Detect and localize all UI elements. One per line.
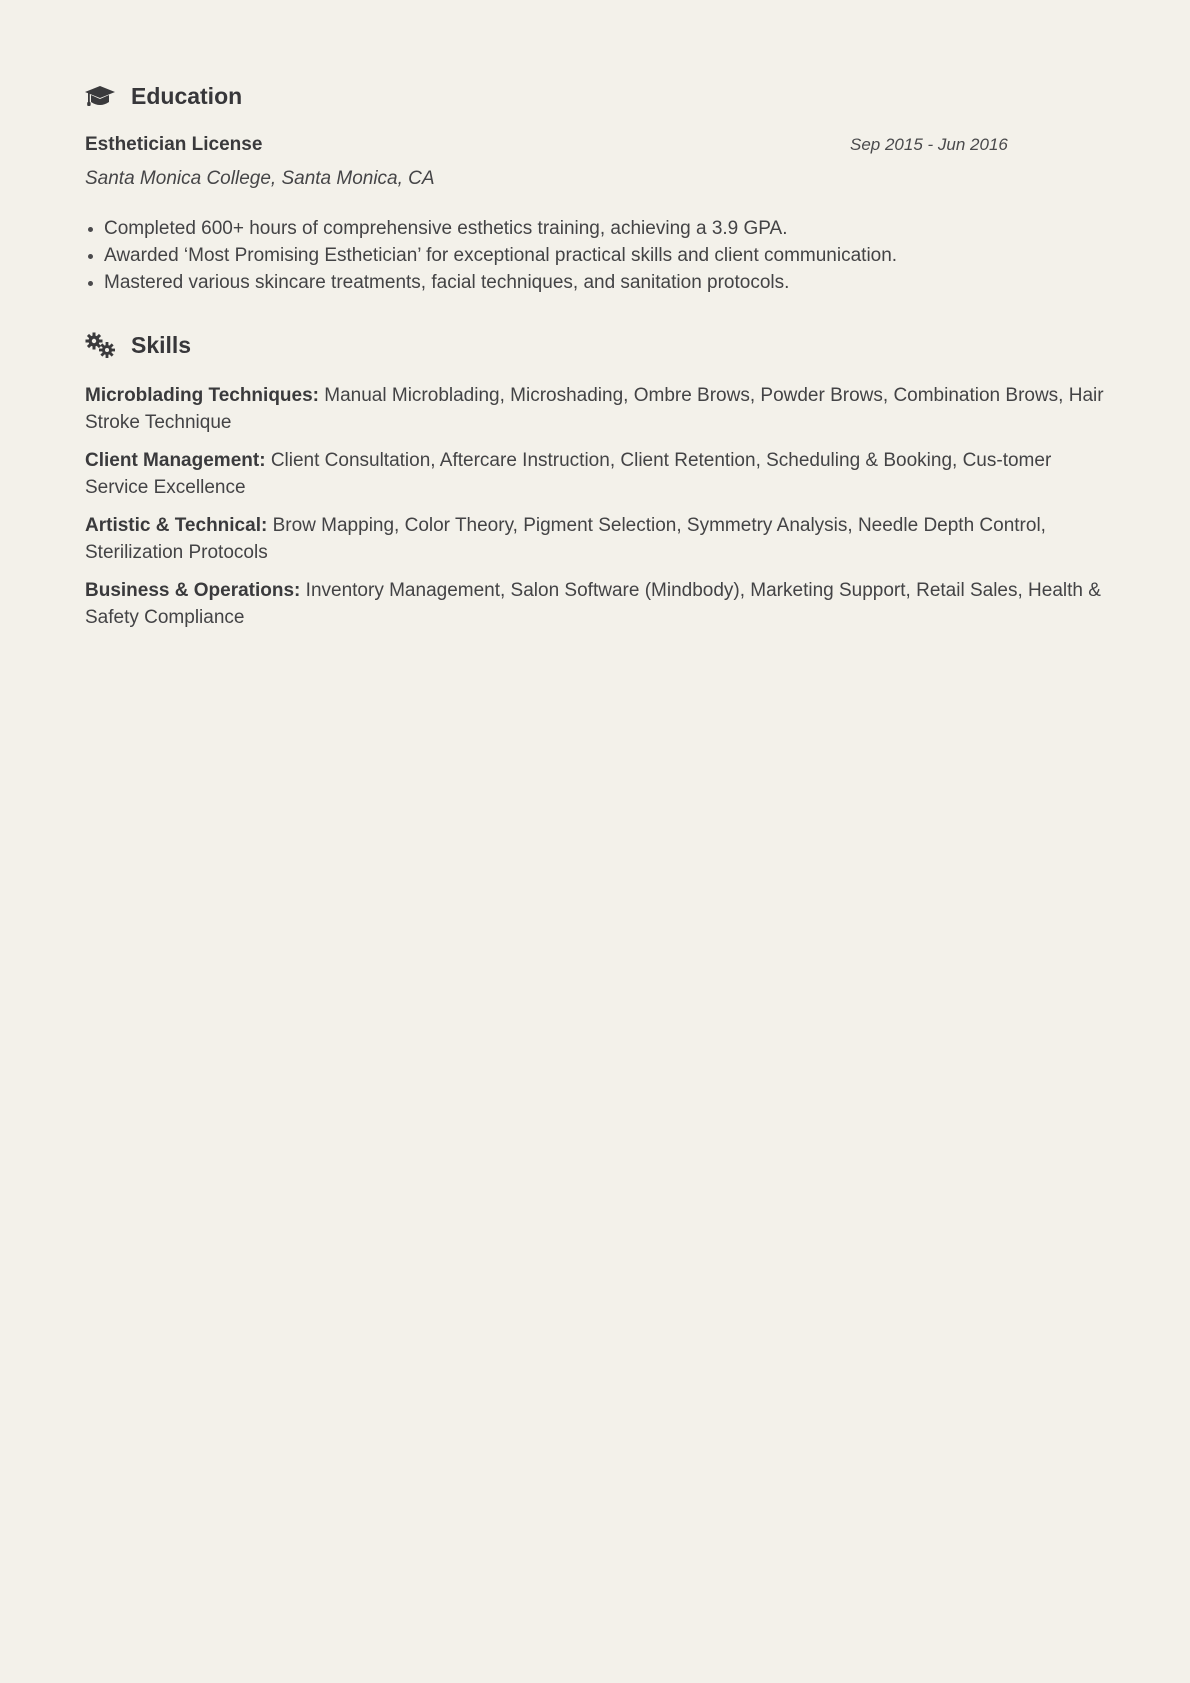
skill-category	[85, 512, 1105, 566]
education-title: Education	[131, 82, 243, 109]
education-heading	[85, 78, 1105, 114]
skill-category-values: Brow Mapping, Color Theory, Pigment Selection, Symmetry Analysis, Needle Depth Control, Sterilization Protocols	[85, 515, 1046, 563]
education-entry-header	[85, 134, 1105, 160]
skills-section	[85, 327, 1105, 628]
skill-category	[85, 577, 1105, 631]
list-item: Completed 600+ hours of comprehensive esthetics training, achieving a 3.9 GPA.	[85, 215, 897, 242]
skill-category-values: Inventory Management, Salon Software (Mindbody), Marketing Support, Retail Sales, Health & Safety Compliance	[85, 580, 1101, 628]
skills-title: Skills	[131, 331, 192, 358]
skill-category-label: Client Management:	[85, 450, 266, 471]
education-bullets	[85, 215, 897, 296]
skill-category-label: Microblading Techniques:	[85, 385, 319, 406]
list-item: Mastered various skincare treatments, facial techniques, and sanitation protocols.	[85, 269, 897, 296]
skill-category-label: Business & Operations:	[85, 580, 301, 601]
skill-category	[85, 447, 1105, 501]
skill-category-label: Artistic & Technical:	[85, 515, 268, 536]
skills-list	[85, 382, 1105, 642]
skill-category-values: Manual Microblading, Microshading, Ombre Brows, Powder Brows, Combination Brows, Hair Stroke Technique	[85, 385, 1104, 433]
list-item: Awarded ‘Most Promising Esthetician’ for exceptional practical skills and client communication.	[85, 242, 897, 269]
skills-heading	[85, 327, 1105, 363]
education-section	[85, 78, 1105, 293]
education-dates: Sep 2015 - Jun 2016	[850, 135, 1008, 154]
skill-category-values: Client Consultation, Aftercare Instruction, Client Retention, Scheduling & Booking, Cus-tomer Service Excellence	[85, 450, 1052, 498]
gears-icon	[85, 332, 116, 358]
graduation-cap-icon	[85, 83, 116, 109]
school-name: Santa Monica College, Santa Monica, CA	[85, 168, 435, 189]
degree-title: Esthetician License	[85, 134, 263, 155]
skill-category	[85, 382, 1105, 436]
